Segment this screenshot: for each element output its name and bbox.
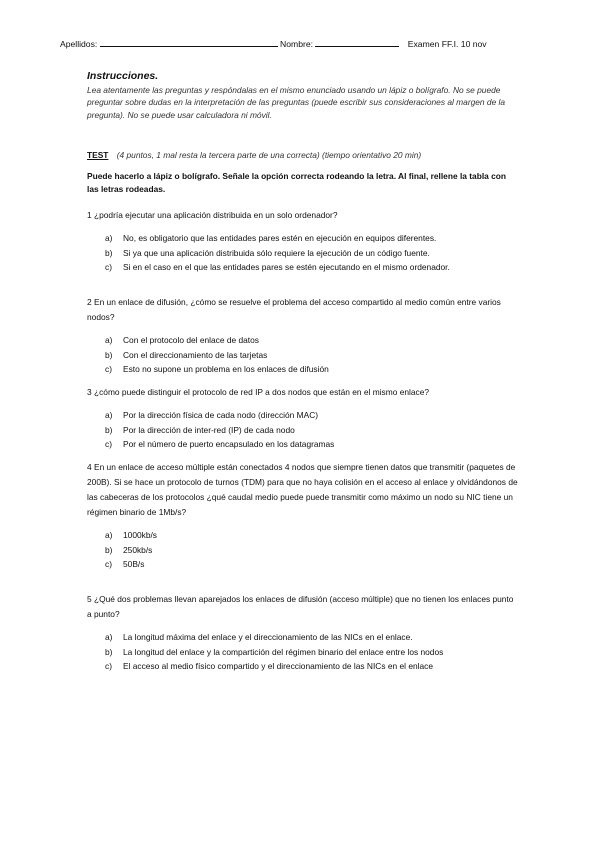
option-letter[interactable]: a)	[105, 632, 113, 642]
instructions-title: Instrucciones.	[87, 70, 159, 82]
option-c[interactable]	[105, 659, 519, 674]
option-text: El acceso al medio físico compartido y el direccionamiento de las NICs en el enlace	[123, 661, 434, 672]
option-b[interactable]	[105, 348, 519, 363]
option-c[interactable]	[105, 362, 519, 377]
question-text: 3 ¿cómo puede distinguir el protocolo de red IP a dos nodos que están en el mismo enlace?	[87, 387, 430, 397]
question-text: 4 En un enlace de acceso múltiple están conectados 4 nodos que siempre tienen datos que transmitir (paquetes de 200B). Si se hace un protocolo de turnos (TDM) para que no haya colisión en el acceso al enlace y olvidándonos de las cabeceras de los protocolos ¿qué caudal medio puede puede transmitir como máximo un nodo su NIC tiene un régimen binario de 1Mb/s?	[87, 462, 518, 517]
test-heading	[87, 150, 421, 160]
nombre-label: Nombre:	[280, 39, 313, 49]
option-b[interactable]	[105, 423, 519, 438]
option-letter[interactable]: c)	[105, 262, 112, 273]
option-text: Si ya que una aplicación distribuida sólo requiere la ejecución de un código fuente.	[123, 247, 430, 258]
option-letter[interactable]: a)	[105, 233, 113, 243]
question-text: 1 ¿podría ejecutar una aplicación distribuida en un solo ordenador?	[87, 210, 338, 220]
instructions-body: Lea atentamente las preguntas y respóndalas en el mismo enunciado usando un lápiz o bolígrafo. No se puede preguntar sobre dudas en la interpretación de las preguntas (puede escribir sus consideraciones al margen de la pregunta). No se puede usar calculadora ni móvil.	[87, 85, 506, 120]
option-a[interactable]	[105, 231, 519, 246]
apellidos-label: Apellidos:	[60, 39, 98, 49]
option-text: 50B/s	[123, 559, 145, 570]
option-a[interactable]	[105, 333, 519, 348]
option-text: 250kb/s	[123, 544, 153, 555]
option-list	[105, 630, 519, 674]
option-text: Esto no supone un problema en los enlaces de difusión	[123, 364, 329, 375]
apellidos-field[interactable]	[100, 38, 278, 47]
option-text: No, es obligatorio que las entidades pares estén en ejecución en equipos diferentes.	[123, 233, 437, 243]
option-b[interactable]	[105, 246, 519, 261]
option-text: Con el protocolo del enlace de datos	[123, 335, 259, 345]
option-text: La longitud del enlace y la compartición del régimen binario del enlace entre los nodos	[123, 646, 444, 657]
option-text: 1000kb/s	[123, 530, 157, 540]
option-c[interactable]	[105, 260, 519, 275]
option-letter[interactable]: c)	[105, 364, 112, 375]
question-1	[87, 208, 519, 275]
option-a[interactable]	[105, 630, 519, 645]
option-a[interactable]	[105, 408, 519, 423]
option-text: Con el direccionamiento de las tarjetas	[123, 349, 268, 360]
option-c[interactable]	[105, 437, 519, 452]
question-text: 5 ¿Qué dos problemas llevan aparejados los enlaces de difusión (acceso múltiple) que no tienen los enlaces punto a punto?	[87, 594, 514, 619]
option-letter[interactable]: a)	[105, 410, 113, 420]
option-text: Por la dirección de inter-red (IP) de cada nodo	[123, 424, 295, 435]
test-instructions: Puede hacerlo a lápiz o bolígrafo. Señale la opción correcta rodeando la letra. Al final, rellene la tabla con las letras rodeadas.	[87, 171, 507, 194]
option-letter[interactable]: c)	[105, 661, 112, 672]
option-letter[interactable]: b)	[105, 646, 113, 657]
test-label: TEST	[87, 150, 109, 160]
option-list	[105, 528, 519, 572]
option-letter[interactable]: b)	[105, 424, 113, 435]
question-text: 2 En un enlace de difusión, ¿cómo se resuelve el problema del acceso compartido al medio común entre varios nodos?	[87, 297, 501, 322]
option-text: Si en el caso en el que las entidades pares se estén ejecutando en el mismo ordenador.	[123, 262, 450, 273]
option-c[interactable]	[105, 557, 519, 572]
option-b[interactable]	[105, 645, 519, 660]
option-letter[interactable]: a)	[105, 530, 113, 540]
option-b[interactable]	[105, 543, 519, 558]
instructions-block	[87, 70, 519, 121]
question-5	[87, 592, 519, 674]
question-2	[87, 295, 519, 377]
question-4	[87, 460, 519, 572]
option-text: Por la dirección física de cada nodo (dirección MAC)	[123, 410, 319, 420]
option-letter[interactable]: b)	[105, 544, 113, 555]
nombre-field[interactable]	[315, 38, 399, 47]
option-text: Por el número de puerto encapsulado en los datagramas	[123, 439, 335, 450]
option-letter[interactable]: a)	[105, 335, 113, 345]
option-text: La longitud máxima del enlace y el direccionamiento de las NICs en el enlace.	[123, 632, 413, 642]
exam-label: Examen FF.I. 10 nov	[407, 39, 487, 49]
option-list	[105, 231, 519, 275]
option-letter[interactable]: c)	[105, 439, 112, 450]
option-list	[105, 333, 519, 377]
exam-header	[60, 38, 540, 49]
option-letter[interactable]: b)	[105, 247, 113, 258]
option-letter[interactable]: c)	[105, 559, 112, 570]
question-3	[87, 385, 519, 452]
option-letter[interactable]: b)	[105, 349, 113, 360]
option-list	[105, 408, 519, 452]
test-note: (4 puntos, 1 mal resta la tercera parte de una correcta) (tiempo orientativo 20 min)	[116, 150, 422, 160]
option-a[interactable]	[105, 528, 519, 543]
